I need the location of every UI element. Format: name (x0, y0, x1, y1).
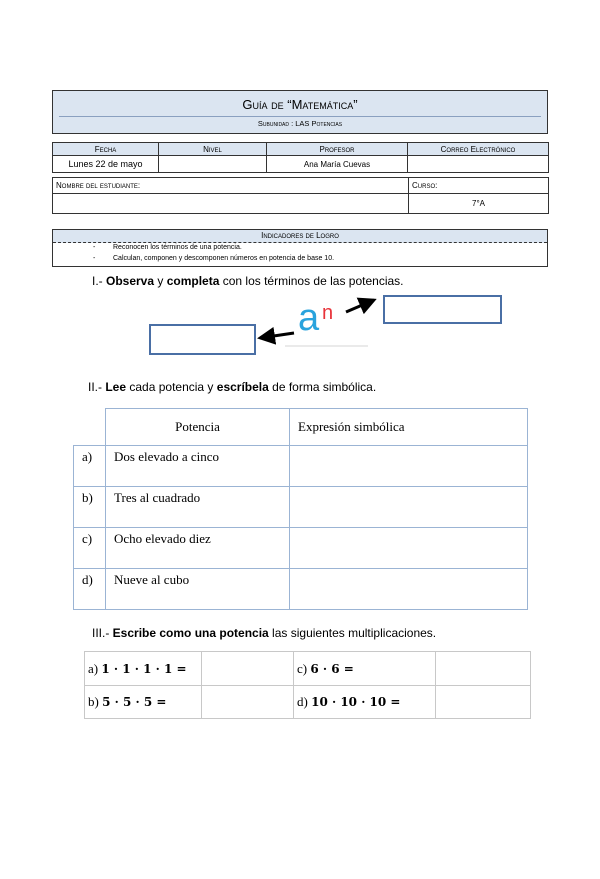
row-text: Dos elevado a cinco (106, 446, 290, 487)
header-divider (59, 116, 541, 117)
course-label: Curso: (409, 178, 549, 194)
answer-cell[interactable] (290, 528, 528, 569)
answer-cell-b[interactable] (202, 686, 294, 719)
indicator-text: Reconocen los términos de una potencia. (113, 244, 242, 251)
answer-cell[interactable] (290, 446, 528, 487)
header-nivel: Nivel (159, 143, 267, 156)
profesor-value: Ana María Cuevas (267, 156, 408, 173)
col-header-expresion: Expresión simbólica (290, 409, 528, 446)
col-header-potencia: Potencia (106, 409, 290, 446)
row-text: Tres al cuadrado (106, 487, 290, 528)
arrows-graphic (250, 290, 390, 350)
exercise-c: c) 𝟔 · 𝟔 = (294, 652, 436, 686)
student-name-label: Nombre del estudiante: (53, 178, 409, 194)
course-value: 7°A (409, 194, 549, 214)
row-letter: b) (74, 487, 106, 528)
nivel-value[interactable] (159, 156, 267, 173)
base-answer-box[interactable] (149, 324, 256, 355)
arrow-to-exponent (346, 300, 374, 312)
row-letter: c) (74, 528, 106, 569)
indicators-title: Indicadores de Logro (53, 230, 547, 243)
indicators-box (52, 229, 548, 267)
indicator-bullet: - (93, 255, 96, 262)
indicator-bullet: - (93, 244, 96, 251)
info-table (52, 142, 549, 173)
indicator-text: Calculan, componen y descomponen números en potencia de base 10. (113, 255, 335, 262)
section3-instruction: III.- Escribe como una potencia las siguientes multiplicaciones. (92, 626, 437, 640)
table-row (85, 652, 531, 686)
correo-value[interactable] (408, 156, 549, 173)
answer-cell[interactable] (290, 487, 528, 528)
student-table (52, 177, 549, 214)
header-profesor: Profesor (267, 143, 408, 156)
power-base: a (298, 297, 320, 339)
power-exponent: n (322, 302, 334, 324)
answer-cell-d[interactable] (436, 686, 531, 719)
row-text: Nueve al cubo (106, 569, 290, 610)
page-title: Guía de “Matemática” (242, 97, 358, 112)
row-letter: a) (74, 446, 106, 487)
table-row (74, 528, 528, 569)
exercise-b: b) 𝟓 · 𝟓 · 𝟓 = (85, 686, 202, 719)
answer-cell-a[interactable] (202, 652, 294, 686)
header-box (52, 90, 548, 134)
page-subtitle: Subunidad : LAS Potencias (257, 119, 343, 128)
student-name-field[interactable] (53, 194, 409, 214)
exercise-d: d) 𝟏𝟎 · 𝟏𝟎 · 𝟏𝟎 = (294, 686, 436, 719)
table-row (74, 569, 528, 610)
header-correo: Correo Electrónico (408, 143, 549, 156)
exponent-answer-box[interactable] (383, 295, 502, 324)
row-text: Ocho elevado diez (106, 528, 290, 569)
header-fecha: Fecha (53, 143, 159, 156)
table-row (85, 686, 531, 719)
answer-cell[interactable] (290, 569, 528, 610)
answer-cell-c[interactable] (436, 652, 531, 686)
arrow-to-base (260, 333, 294, 338)
row-letter: d) (74, 569, 106, 610)
section1-instruction: I.- Observa y completa con los términos de las potencias. (92, 274, 404, 288)
exercise-a: a) 𝟏 · 𝟏 · 𝟏 · 𝟏 = (85, 652, 202, 686)
table-row (74, 487, 528, 528)
powers-table (73, 408, 528, 610)
fecha-value: Lunes 22 de mayo (53, 156, 159, 173)
section2-instruction: II.- Lee cada potencia y escríbela de forma simbólica. (88, 380, 377, 394)
table-row (74, 446, 528, 487)
multiplication-table (84, 651, 531, 719)
